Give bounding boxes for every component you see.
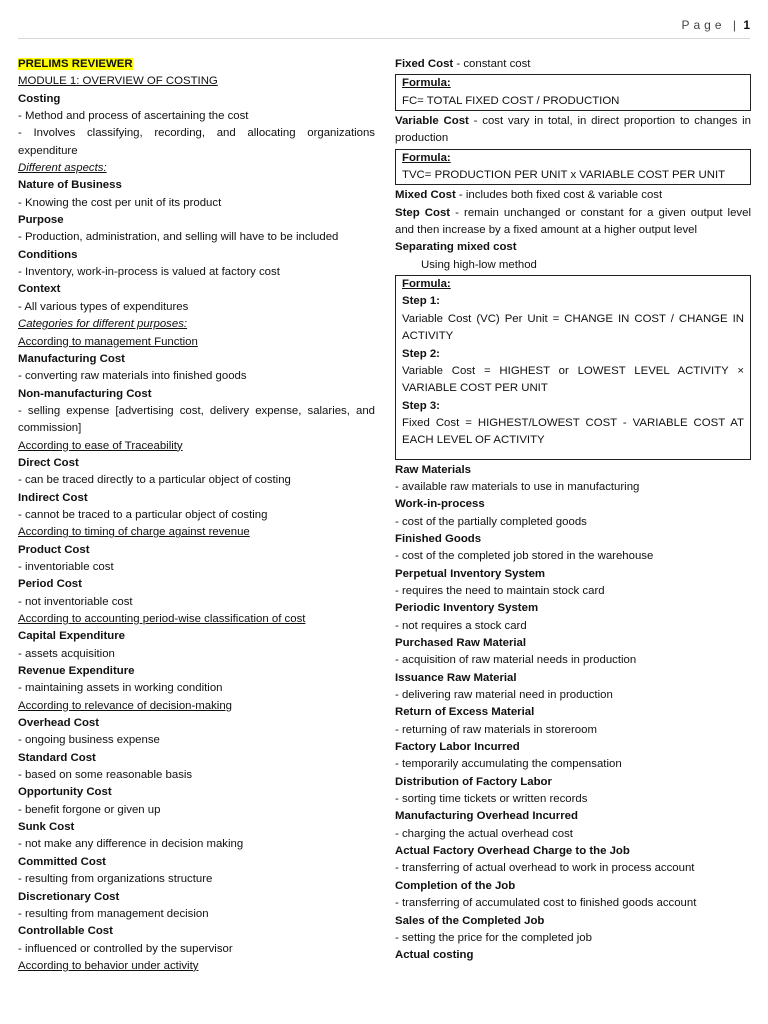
definition: - assets acquisition bbox=[18, 647, 115, 660]
tvc-formula-box bbox=[395, 149, 751, 186]
category-heading: According to ease of Traceability bbox=[18, 439, 183, 452]
definition: - delivering raw material need in production bbox=[395, 689, 613, 702]
term: Perpetual Inventory System bbox=[395, 567, 546, 580]
formula-label: Formula: bbox=[402, 77, 451, 90]
term: Return of Excess Material bbox=[395, 706, 535, 719]
page-label: Page | bbox=[681, 18, 740, 32]
formula-text: FC= TOTAL FIXED COST / PRODUCTION bbox=[402, 94, 620, 107]
term: Factory Labor Incurred bbox=[395, 741, 520, 754]
definition: - can be traced directly to a particular object of costing bbox=[18, 474, 291, 487]
term: Completion of the Job bbox=[395, 879, 516, 892]
definition: - ongoing business expense bbox=[18, 734, 160, 747]
definition: - converting raw materials into finished goods bbox=[18, 370, 247, 383]
term: Actual Factory Overhead Charge to the Job bbox=[395, 845, 630, 858]
highlow-formula-box bbox=[395, 275, 751, 459]
definition: - Knowing the cost per unit of its product bbox=[18, 196, 222, 209]
term: Standard Cost bbox=[18, 751, 96, 764]
term: Costing bbox=[18, 92, 61, 105]
definition: - Production, administration, and selling will have to be included bbox=[18, 231, 339, 244]
term: Non-manufacturing Cost bbox=[18, 387, 152, 400]
fixed-cost-entry: Fixed Cost - constant cost bbox=[395, 58, 531, 70]
definition: - cannot be traced to a particular object of costing bbox=[18, 508, 268, 521]
term: Capital Expenditure bbox=[18, 630, 125, 643]
definition: - based on some reasonable basis bbox=[18, 769, 193, 782]
definition: - not inventoriable cost bbox=[18, 595, 133, 608]
formula-text: TVC= PRODUCTION PER UNIT x VARIABLE COST PER UNIT bbox=[402, 169, 726, 182]
doc-title: PRELIMS REVIEWER bbox=[18, 58, 133, 70]
step-label: Step 3: bbox=[402, 399, 440, 412]
term: Manufacturing Overhead Incurred bbox=[395, 810, 578, 823]
term: Product Cost bbox=[18, 543, 90, 556]
step-label: Step 1: bbox=[402, 295, 440, 308]
category-heading: According to relevance of decision-making bbox=[18, 699, 233, 712]
term: Opportunity Cost bbox=[18, 786, 112, 799]
term: Separating mixed cost bbox=[395, 241, 517, 254]
left-column bbox=[18, 56, 375, 975]
step-text: Variable Cost = HIGHEST or LOWEST LEVEL ACTIVITY × VARIABLE COST PER UNIT bbox=[402, 364, 744, 395]
page-header bbox=[681, 18, 750, 32]
definition: - requires the need to maintain stock card bbox=[395, 584, 605, 597]
definition: - not requires a stock card bbox=[395, 619, 527, 632]
definition: - Involves classifying, recording, and allocating organizations expenditure bbox=[18, 127, 375, 157]
term: Distribution of Factory Labor bbox=[395, 775, 552, 788]
definition: - resulting from management decision bbox=[18, 907, 209, 920]
term: Actual costing bbox=[395, 949, 474, 962]
term: Sales of the Completed Job bbox=[395, 914, 545, 927]
category-heading: According to management Function bbox=[18, 335, 198, 348]
term: Raw Materials bbox=[395, 463, 471, 476]
term: Issuance Raw Material bbox=[395, 671, 517, 684]
subheading: Categories for different purposes: bbox=[18, 318, 188, 331]
formula-label: Formula: bbox=[402, 151, 451, 164]
definition: - influenced or controlled by the supervisor bbox=[18, 942, 233, 955]
definition: - Method and process of ascertaining the cost bbox=[18, 110, 249, 123]
term: Revenue Expenditure bbox=[18, 665, 135, 678]
term: Periodic Inventory System bbox=[395, 602, 539, 615]
term: Overhead Cost bbox=[18, 717, 100, 730]
term: Nature of Business bbox=[18, 179, 122, 192]
definition: - transferring of actual overhead to work in process account bbox=[395, 862, 695, 875]
definition: - not make any difference in decision making bbox=[18, 838, 244, 851]
term: Purchased Raw Material bbox=[395, 637, 527, 649]
mixed-cost-entry: Mixed Cost - includes both fixed cost & variable cost bbox=[395, 189, 663, 202]
definition: - inventoriable cost bbox=[18, 560, 114, 573]
term: Direct Cost bbox=[18, 456, 79, 469]
definition: - temporarily accumulating the compensation bbox=[395, 758, 622, 771]
definition: - cost of the partially completed goods bbox=[395, 515, 587, 528]
term: Conditions bbox=[18, 248, 78, 261]
definition: - setting the price for the completed job bbox=[395, 931, 592, 944]
definition: - cost of the completed job stored in the warehouse bbox=[395, 550, 654, 563]
definition: - charging the actual overhead cost bbox=[395, 827, 573, 840]
definition: - returning of raw materials in storeroom bbox=[395, 723, 597, 736]
definition: - All various types of expenditures bbox=[18, 300, 189, 313]
category-heading: According to accounting period-wise classification of cost bbox=[18, 613, 306, 625]
definition: - Inventory, work-in-process is valued at factory cost bbox=[18, 266, 280, 279]
module-heading: MODULE 1: OVERVIEW OF COSTING bbox=[18, 75, 218, 88]
term: Committed Cost bbox=[18, 855, 106, 868]
term: Work-in-process bbox=[395, 498, 485, 511]
definition: - transferring of accumulated cost to finished goods account bbox=[395, 897, 697, 910]
category-heading: According to timing of charge against revenue bbox=[18, 526, 250, 539]
definition: - available raw materials to use in manufacturing bbox=[395, 480, 640, 493]
term: Sunk Cost bbox=[18, 821, 75, 834]
term: Manufacturing Cost bbox=[18, 352, 125, 365]
method-note: Using high-low method bbox=[421, 258, 537, 271]
term: Discretionary Cost bbox=[18, 890, 120, 903]
term: Context bbox=[18, 283, 61, 296]
definition: - sorting time tickets or written records bbox=[395, 793, 588, 806]
term: Controllable Cost bbox=[18, 925, 113, 938]
term: Purpose bbox=[18, 214, 64, 227]
term: Indirect Cost bbox=[18, 491, 88, 504]
header-divider bbox=[18, 38, 750, 39]
subheading: Different aspects: bbox=[18, 162, 107, 175]
term: Finished Goods bbox=[395, 532, 482, 545]
definition: - maintaining assets in working condition bbox=[18, 682, 223, 695]
formula-label: Formula: bbox=[402, 278, 451, 291]
step-text: Variable Cost (VC) Per Unit = CHANGE IN COST / CHANGE IN ACTIVITY bbox=[402, 312, 744, 343]
fc-formula-box bbox=[395, 74, 751, 111]
step-text: Fixed Cost = HIGHEST/LOWEST COST - VARIABLE COST AT EACH LEVEL OF ACTIVITY bbox=[402, 416, 744, 447]
page-number: 1 bbox=[743, 18, 750, 32]
category-heading: According to behavior under activity bbox=[18, 959, 199, 972]
definition: - benefit forgone or given up bbox=[18, 803, 161, 816]
definition: - resulting from organizations structure bbox=[18, 873, 213, 886]
step-label: Step 2: bbox=[402, 347, 440, 360]
term: Period Cost bbox=[18, 578, 82, 591]
definition: - selling expense [advertising cost, delivery expense, salaries, and commission] bbox=[18, 404, 375, 435]
step-cost-entry: Step Cost - remain unchanged or constant for a given output level and then increase by a fixed amount at a higher output level bbox=[395, 206, 751, 237]
definition: - acquisition of raw material needs in production bbox=[395, 654, 637, 667]
right-column bbox=[395, 56, 751, 965]
variable-cost-entry: Variable Cost - cost vary in total, in direct proportion to changes in production bbox=[395, 115, 752, 145]
